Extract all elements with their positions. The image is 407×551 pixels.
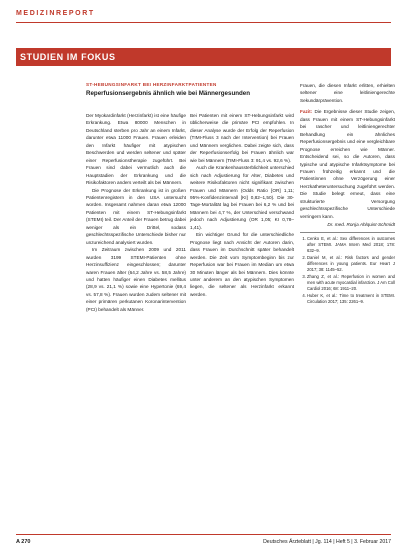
article-column-2 bbox=[190, 112, 294, 298]
article-column-1 bbox=[86, 112, 186, 313]
paragraph: Bei Patienten mit einem ST-Hebungsinfarkt wird üblicherweise die primäre PCI empfohlen. In dieser Analyse wurde der Erfolg der Reperfusion (TIMI-Fluss 3 nach der Intervention) bei Frauen und Männern verglichen. Dabei zeigte sich, dass der Reperfusionserfolg bei Frauen ähnlich war wie bei Männern (TIMI-Fluss 3: 91,4 vs. 92,6 %). bbox=[190, 113, 294, 163]
article-column-3 bbox=[300, 82, 395, 306]
reference-item: 4. Huber K, et al.: Time to treatment in STEMI. Circulation 2017; 135: 2261–9. bbox=[307, 293, 395, 305]
section-label: MEDIZINREPORT bbox=[16, 10, 95, 17]
fazit-label: Fazit: bbox=[300, 109, 313, 115]
fazit-paragraph bbox=[300, 108, 395, 220]
fazit-text: Die Ergebnisse dieser Studie zeigen, dass Frauen mit einem ST-Hebungsinfarkt bei rascher und leitliniengerechter Behandlung ein ähnliches Reperfusionsergebnis und eine vergleichbare Prognose erreichen wie Männer. Entscheidend sei, so die Autoren, dass typische und atypische Infarktsymptome bei Frauen frühzeitig erkannt und die Patientinnen ohne Verzögerung einer Herzkatheteruntersuchung zugeführt werden. Die Studie belegt erneut, dass eine strukturierte Versorgung geschlechtsspezifische Unterschiede verringern kann. bbox=[300, 109, 395, 219]
section-banner: STUDIEN IM FOKUS bbox=[16, 48, 391, 66]
paragraph: Frauen, die diesen Infarkt erlitten, erhielten seltener eine leitliniengerechte Sekundärprävention. bbox=[300, 83, 395, 103]
article-headline: Reperfusionsergebnis ähnlich wie bei Männergesunden bbox=[86, 90, 251, 97]
reference-item: 2. Daniel M, et al.: Risk factors and gender differences in young patients. Eur Heart J 2017; 38: 1145–52. bbox=[307, 255, 395, 273]
paragraph: Ein wichtiger Grund für die unterschiedliche Prognose liegt nach Ansicht der Autoren darin, dass Frauen im Durchschnitt später behandelt werden. Die Zeit vom Symptombeginn bis zur Reperfusion war bei Frauen im Median um etwa 30 Minuten länger als bei Männern. Dies könnte unter anderem an den atypischen Symptomen liegen, die seltener als Herzinfarkt erkannt werden. bbox=[190, 232, 294, 297]
reference-item: 3. Zhang Z, et al.: Reperfusion in women and men with acute myocardial infarction. J Am Coll Cardiol 2016; 68: 1911–20. bbox=[307, 274, 395, 292]
paragraph: Der Myokardinfarkt (Herzinfarkt) ist eine häufige Erkrankung. Etwa 80000 Menschen in Deutschland sterben pro Jahr an einem Infarkt, darunter etwa 11000 Frauen. Frauen erleiden den Infarkt häufiger mit atypischen Beschwerden und werden seltener und später einer Reperfusionstherapie zugeführt. Bei Frauen sind dabei vermutlich auch die Hauptstadien der Erkrankung und die Risikofaktoren anders verteilt als bei Männern. bbox=[86, 113, 186, 186]
article-kicker: ST-HEBUNGSINFARKT BEI HERZINFARKTPATIENTEN bbox=[86, 82, 217, 87]
references bbox=[300, 232, 395, 305]
top-rule bbox=[16, 22, 391, 23]
paragraph: Im Zeitraum zwischen 2009 und 2011 wurden 3199 STEMI-Patienten ohne Herzinsuffizienz eingeschlossen; darunter waren Frauen älter (64,2 Jahre vs. 58,5 Jahre) und hatten häufiger einen Diabetes mellitus (28,9 vs. 21,1 %) sowie eine Hypertonie (69,4 vs. 57,8 %). Frauen wurden zudem seltener mit einer primären perkutanen Koronarintervention (PCI) behandelt als Männer. bbox=[86, 247, 186, 312]
reference-item: 1. Cenko E, et al.: Sex differences in outcomes after STEMI. JAMA Intern Med 2018; 178: 632–9. bbox=[307, 236, 395, 254]
paragraph: Auch die Krankenhaussterblichkeit unterschied sich nach Adjustierung für Alter, Diabetes und weitere Risikofaktoren nicht signifikant zwischen Frauen und Männern (Odds Ratio [OR] 1,11; 95%-Konfidenzintervall [KI] 0,82–1,50). Die 30-Tage-Mortalität lag bei Frauen bei 6,2 % und bei Männern bei 4,7 %, der Unterschied verschwand jedoch nach Adjustierung (OR 1,05; KI 0,78–1,41). bbox=[190, 165, 294, 230]
bottom-rule bbox=[16, 534, 391, 535]
page-number: A 270 bbox=[16, 539, 31, 545]
journal-footer: Deutsches Ärzteblatt | Jg. 114 | Heft 5 | 3. Februar 2017 bbox=[263, 539, 391, 545]
author: Dr. med. Ronja Ahlquist-Schmidt bbox=[327, 222, 395, 228]
paragraph: Die Prognose der Erkrankung ist in großen Patientenregistern in den USA untersucht worden. Insgesamt nahmen daran etwa 12000 Patienten mit einem ST-Hebungsinfarkt (STEMI) teil. Der Anteil der Frauen betrug dabei weniger als ein Drittel, sodass geschlechtsspezifische Unterschiede bisher nur unzureichend analysiert wurden. bbox=[86, 187, 186, 245]
